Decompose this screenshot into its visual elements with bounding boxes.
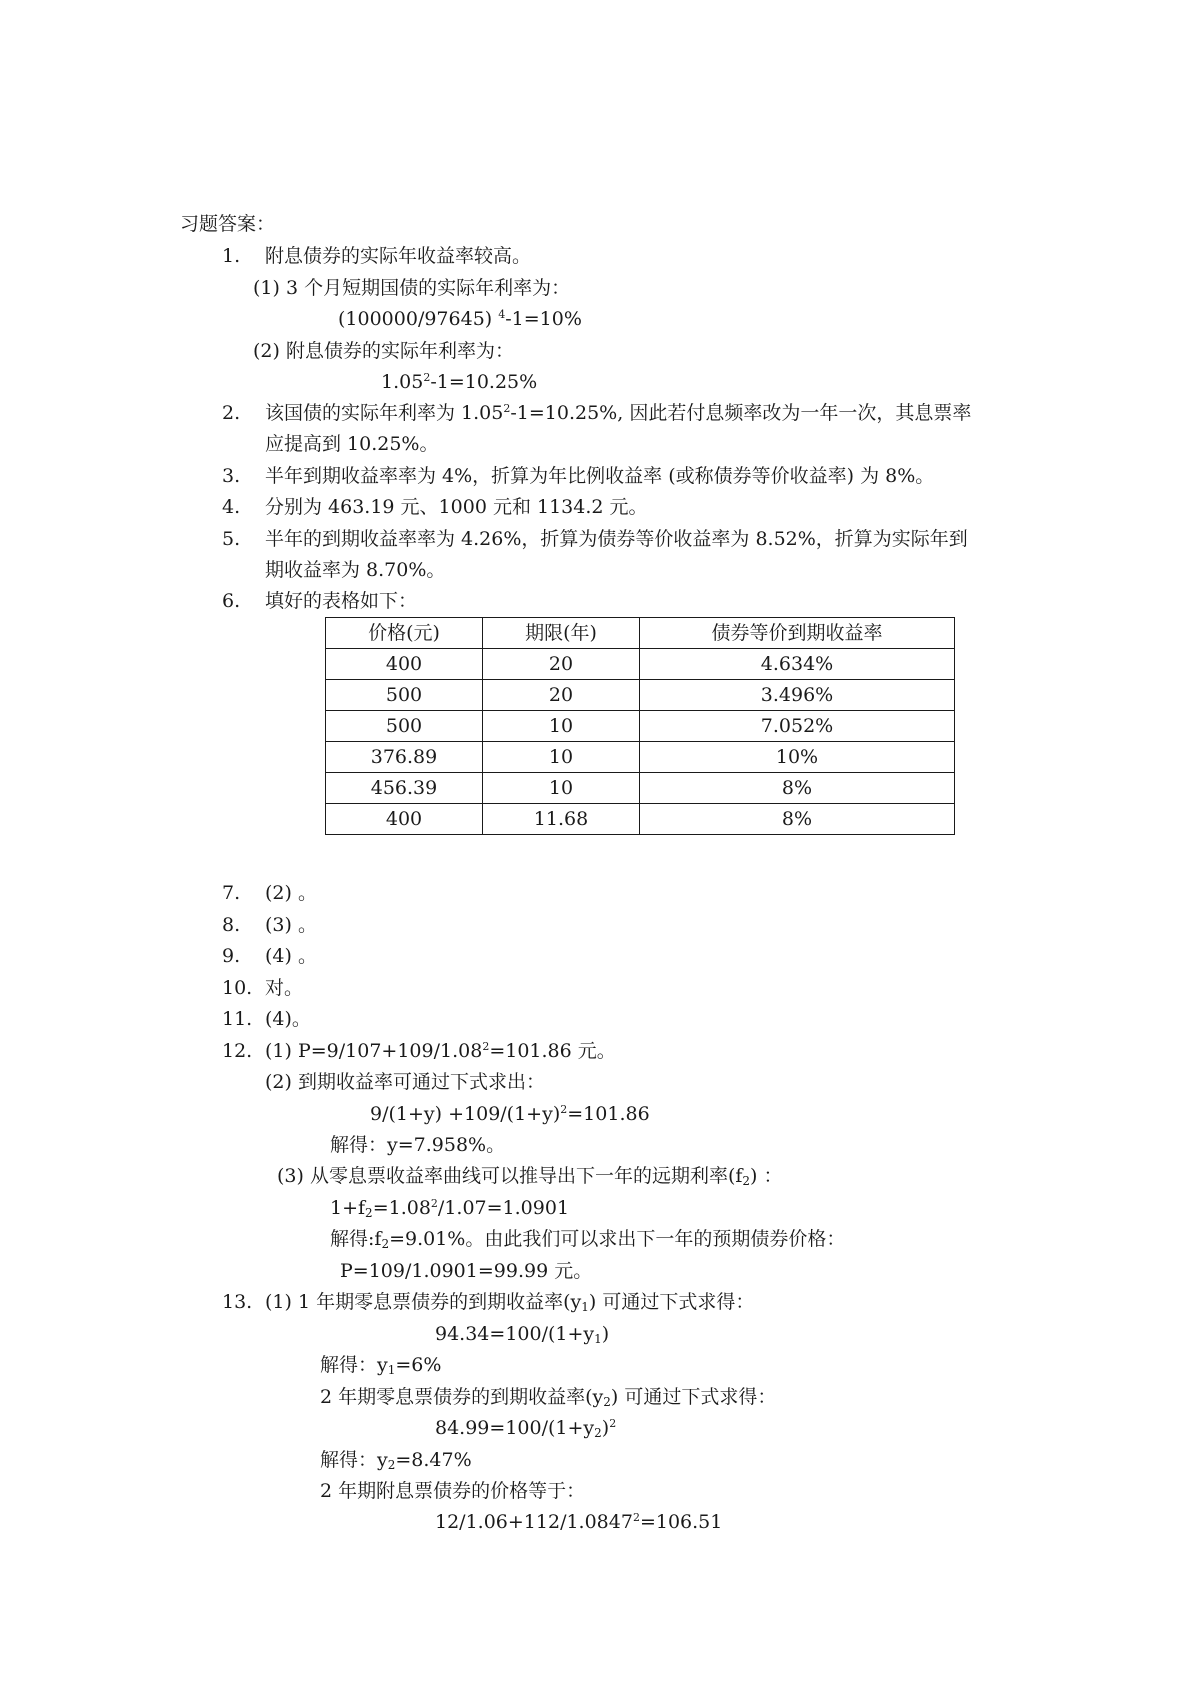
table-cell: 20	[483, 649, 640, 680]
item-12-equation-1: $9/(1+y) +109/(1+y)^2=101.86$	[370, 1103, 650, 1125]
item-13-number: 13.	[222, 1291, 253, 1313]
item-6-number: 6.	[222, 590, 241, 612]
item-13-part-2: 2 年期零息票债券的到期收益率$(y_2)$ 可通过下式求得：	[320, 1386, 777, 1409]
item-12-equation-3: P=109/1.0901=99.99 元。	[340, 1260, 593, 1282]
item-3-number: 3.	[222, 465, 241, 487]
table-row	[326, 742, 955, 773]
table-header-price: 价格(元)	[326, 618, 483, 649]
table-cell: 10	[483, 742, 640, 773]
item-1-number: 1.	[222, 245, 241, 267]
item-2-line-2: 应提高到 10.25%。	[265, 433, 439, 455]
item-12-part-2: (2) 到期收益率可通过下式求出：	[265, 1071, 545, 1093]
table-cell: 10	[483, 711, 640, 742]
table-row	[326, 773, 955, 804]
item-10-text: 对。	[265, 977, 304, 999]
item-4-number: 4.	[222, 496, 241, 518]
item-7-number: 7.	[222, 882, 241, 904]
item-7-text: (2) 。	[265, 882, 317, 904]
item-12-part-3: (3) 从零息票收益率曲线可以推导出下一年的远期利率$(f_2)$ ：	[277, 1165, 783, 1188]
item-6-text: 填好的表格如下：	[265, 590, 418, 612]
table-cell: 8%	[640, 804, 955, 835]
item-1-formula-2: $1.05^2-1=10.25\%$	[381, 371, 538, 393]
table-cell: 400	[326, 649, 483, 680]
item-8-number: 8.	[222, 914, 241, 936]
table-cell: 4.634%	[640, 649, 955, 680]
item-11-text: (4)。	[265, 1008, 311, 1030]
table-cell: 456.39	[326, 773, 483, 804]
document-heading: 习题答案：	[180, 213, 276, 235]
table-cell: 10%	[640, 742, 955, 773]
item-2-line-1: 该国债的实际年利率为 $1.05^2-1=10.25\%$, 因此若付息频率改为一年一次，其息票率	[265, 402, 972, 424]
item-1-formula-1: (100000/97645) $^4$-1=10%	[338, 308, 582, 330]
item-12-solution-1: 解得：y=7.958%。	[330, 1134, 506, 1156]
item-1-part-2: (2) 附息债券的实际年利率为：	[253, 340, 514, 362]
table-header-term: 期限(年)	[483, 618, 640, 649]
item-5-line-1: 半年的到期收益率率为 4.26%，折算为债券等价收益率为 8.52%，折算为实际年到	[265, 528, 968, 550]
table-cell: 8%	[640, 773, 955, 804]
table-row	[326, 649, 955, 680]
table-header-yield: 债券等价到期收益率	[640, 618, 955, 649]
item-13-part-1: (1) 1 年期零息票债券的到期收益率$(y_1)$ 可通过下式求得：	[265, 1291, 755, 1314]
item-12-equation-2: $1+f_2=1.08^2/1.07=1.0901$	[330, 1197, 570, 1220]
item-1-text: 附息债券的实际年收益率较高。	[265, 245, 532, 267]
item-13-part-3: 2 年期附息票债券的价格等于：	[320, 1480, 586, 1502]
item-13-equation-3: $12/1.06+112/1.0847^2=106.51$	[435, 1511, 723, 1533]
table-row	[326, 804, 955, 835]
item-12-solution-2: 解得$:f_2=9.01\%$。由此我们可以求出下一年的预期债券价格：	[330, 1228, 846, 1251]
table-cell: 500	[326, 711, 483, 742]
table-cell: 376.89	[326, 742, 483, 773]
item-13-equation-1: $94.34=100/(1+y_1)$	[435, 1323, 610, 1346]
item-8-text: (3) 。	[265, 914, 317, 936]
item-13-solution-1: 解得：$y_1=6\%$	[320, 1354, 442, 1377]
yield-table	[325, 617, 955, 835]
table-cell: 20	[483, 680, 640, 711]
table-cell: 3.496%	[640, 680, 955, 711]
item-1-part-1: (1) 3 个月短期国债的实际年利率为：	[253, 277, 571, 299]
item-12-part-1: (1) $P=9/107+109/1.08^2=101.86$ 元。	[265, 1040, 616, 1062]
item-4-text: 分别为 463.19 元、1000 元和 1134.2 元。	[265, 496, 648, 518]
table-cell: 400	[326, 804, 483, 835]
item-11-number: 11.	[222, 1008, 253, 1030]
table-row	[326, 680, 955, 711]
table-header-row	[326, 618, 955, 649]
item-13-equation-2: $84.99=100/(1+y_2)^2$	[435, 1417, 617, 1440]
item-9-text: (4) 。	[265, 945, 317, 967]
item-9-number: 9.	[222, 945, 241, 967]
table-cell: 10	[483, 773, 640, 804]
item-3-text: 半年到期收益率率为 4%，折算为年比例收益率 (或称债券等价收益率) 为 8%。	[265, 465, 935, 487]
item-2-number: 2.	[222, 402, 241, 424]
table-row	[326, 711, 955, 742]
item-13-solution-2: 解得：$y_2=8.47\%$	[320, 1449, 472, 1472]
table-cell: 11.68	[483, 804, 640, 835]
table-cell: 500	[326, 680, 483, 711]
item-5-line-2: 期收益率为 8.70%。	[265, 559, 446, 581]
item-10-number: 10.	[222, 977, 253, 999]
table-cell: 7.052%	[640, 711, 955, 742]
item-12-number: 12.	[222, 1040, 253, 1062]
item-5-number: 5.	[222, 528, 241, 550]
